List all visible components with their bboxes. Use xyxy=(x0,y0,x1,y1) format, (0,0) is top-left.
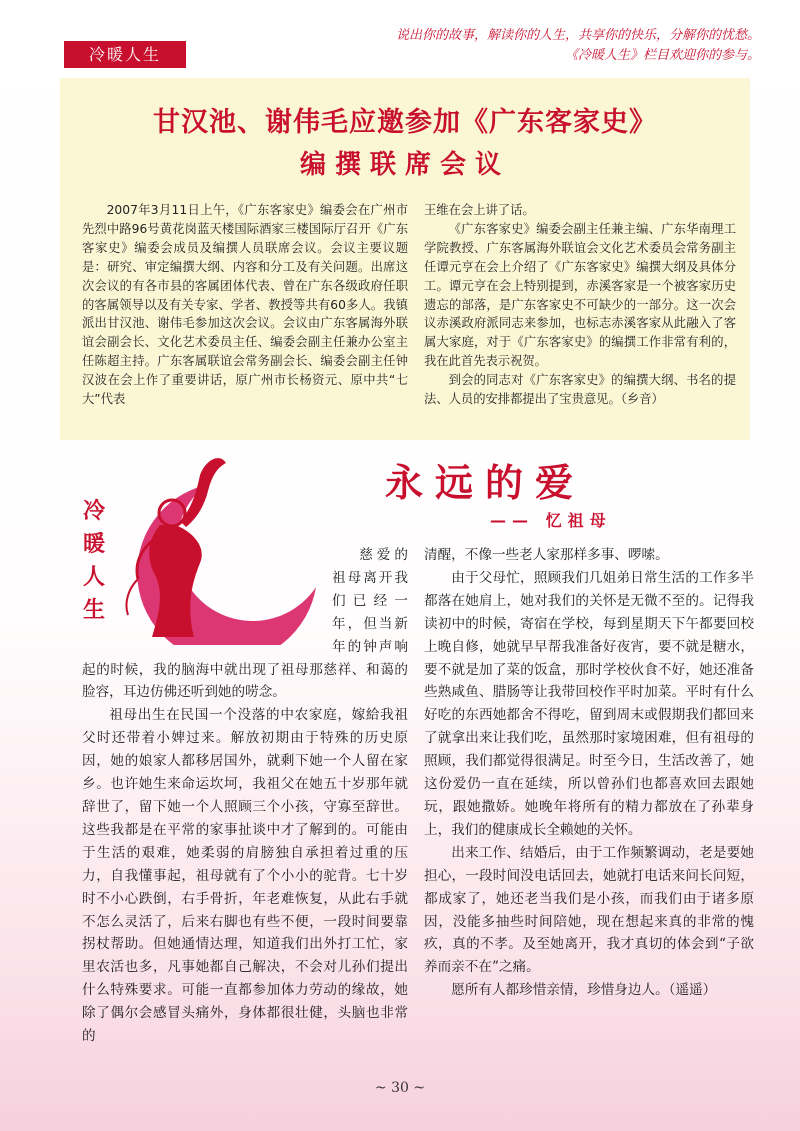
slogan-line: 《冷暖人生》栏目欢迎你的参与。 xyxy=(564,48,760,63)
notice-paragraph: 到会的同志对《广东客家史》的编撰大纲、书名的提法、人员的安排都提出了宝贵意见。（乡音） xyxy=(424,373,736,407)
article-title: 永远的爱 xyxy=(384,461,585,505)
article-left-column xyxy=(82,544,408,1048)
article-paragraph: 出来工作、结婚后，由于工作频繁调动，老是要她担心，一段时间没电话回去，她就打电话来问长问短，都成家了，她还老当我们是小孩，而我们由于诸多原因，没能多抽些时间陪她，现在想起来真的非常的愧疚，真的不孝。及至她离开，我才真切的体会到“子欲养而亲不在”之痛。 xyxy=(424,844,754,976)
page-number: ~ 30 ~ xyxy=(374,1080,426,1096)
notice-paragraph: 《广东客家史》编委会副主任兼主编、广东华南理工学院教授、广东客属海外联谊会文化艺术委员会常务副主任谭元亨在会上介绍了《广东客家史》编撰大纲及具体分工。谭元亨在会上特别提到，赤溪客家是一个被客家历史遗忘的部落，是广东客家史不可缺少的一部分。这一次会议赤溪政府派同志来参加，也标志赤溪客家从此融入了客属大家庭，对于《广东客家史》的编撰工作非常有利的，我在此首先表示祝贺。 xyxy=(424,221,736,369)
column-slogan xyxy=(200,26,760,66)
notice-title: 甘汉池、谢伟毛应邀参加《广东客家史》 xyxy=(153,107,657,138)
emblem-label: 冷暖人生 xyxy=(82,499,105,623)
notice-paragraph: 2007年3月11日上午，《广东客家史》编委会在广州市先烈中路96号黄花岗蓝天楼国际酒家三楼国际厅召开《广东客家史》编委会成员及编撰人员联席会议。会议主要议题是：研究、审定编撰大纲、内容和分工及有关问题。出席这次会议的有各市县的客属团体代表、曾在广东各级政府任职的客属领导以及有关专家、学者、教授等共有60多人。我镇派出甘汉池、谢伟毛参加这次会议。会议由广东客属海外联谊会副会长、文化艺术委员主任、编委会副主任兼办公室主任陈超主持。广东客属联谊会常务副会长、编委会副主任钟汉波在会上作了重要讲话，原广州市长杨资元、原中共“七大”代表 xyxy=(82,203,408,407)
notice-right-column xyxy=(424,201,736,409)
slogan-line: 说出你的故事，解读你的人生，共享你的快乐，分解你的忧愁。 xyxy=(395,28,760,43)
notice-title-line2: 编撰联席会议 xyxy=(299,150,510,180)
article-subtitle: —— 忆祖母 xyxy=(490,511,612,530)
article-paragraph: 祖母出生在民国一个没落的中农家庭，嫁給我祖父时还带着小婢过来。解放初期由于特殊的历史原因，她的娘家人都移居国外，就剩下她一个人留在家乡。也许她生来命运坎坷，我祖父在她五十岁那年就辞世了，留下她一个人照顾三个小孩，守寡至辞世。这些我都是在平常的家事扯谈中才了解到的。可能由于生活的艰难，她柔弱的肩膀独自承担着过重的压力，自我懂事起，祖母就有了个小小的驼背。七十岁时不小心跌倒，右手骨折，年老难恢复，从此右手就不怎么灵活了，后来右脚也有些不便，一段时间要靠拐杖帮助。但她通情达理，知道我们出外打工忙，家里农活也多，凡事她都自己解决，不会对儿孙们提出什么特殊要求。可能一直都参加体力劳动的缘故，她除了偶尔会感冒头痛外，身体都很壮健，头脑也非常的 xyxy=(82,707,408,1045)
notice-paragraph: 王维在会上讲了话。 xyxy=(424,203,535,217)
article-paragraph: 清醒，不像一些老人家那样多事、啰嗦。 xyxy=(424,547,669,563)
article-paragraph: 愿所有人都珍惜亲情，珍惜身边人。（遥遥） xyxy=(451,982,717,999)
article-paragraph: 由于父母忙，照顾我们几姐弟日常生活的工作多半都落在她肩上，她对我们的关怀是无微不至的。记得我读初中的时候，寄宿在学校，每到星期天下午都要回校上晚自修，她就早早帮我准备好夜宵，要不就是糖水，要不就是加了菜的饭盒，那时学校伙食不好，她还准备些熟咸鱼、腊肠等让我带回校作平时加菜。平时有什么好吃的东西她都舍不得吃，留到周末或假期我们都回来了就拿出来让我们吃，虽然那时家境困难，但有祖母的照顾，我们都觉得很满足。时至今日，生活改善了，她这份爱仍一直在延续，所以曾孙们也都喜欢回去跟她玩，跟她撒娇。她晚年将所有的精力都放在了孙辈身上，我们的健康成长全赖她的关怀。 xyxy=(424,569,754,838)
notice-left-column xyxy=(82,201,408,409)
article-right-column xyxy=(424,544,754,1002)
notice-box xyxy=(60,78,750,440)
column-tag: 冷暖人生 xyxy=(64,41,186,68)
article-paragraph: 慈爱的祖母离开我们已经一年，但当新年的钟声响起的时候，我的脑海中就出现了祖母那慈祥、和蔼的脸容，耳边仿佛还听到她的唠念。 xyxy=(82,547,408,701)
illustration-wrap-space xyxy=(82,544,332,658)
